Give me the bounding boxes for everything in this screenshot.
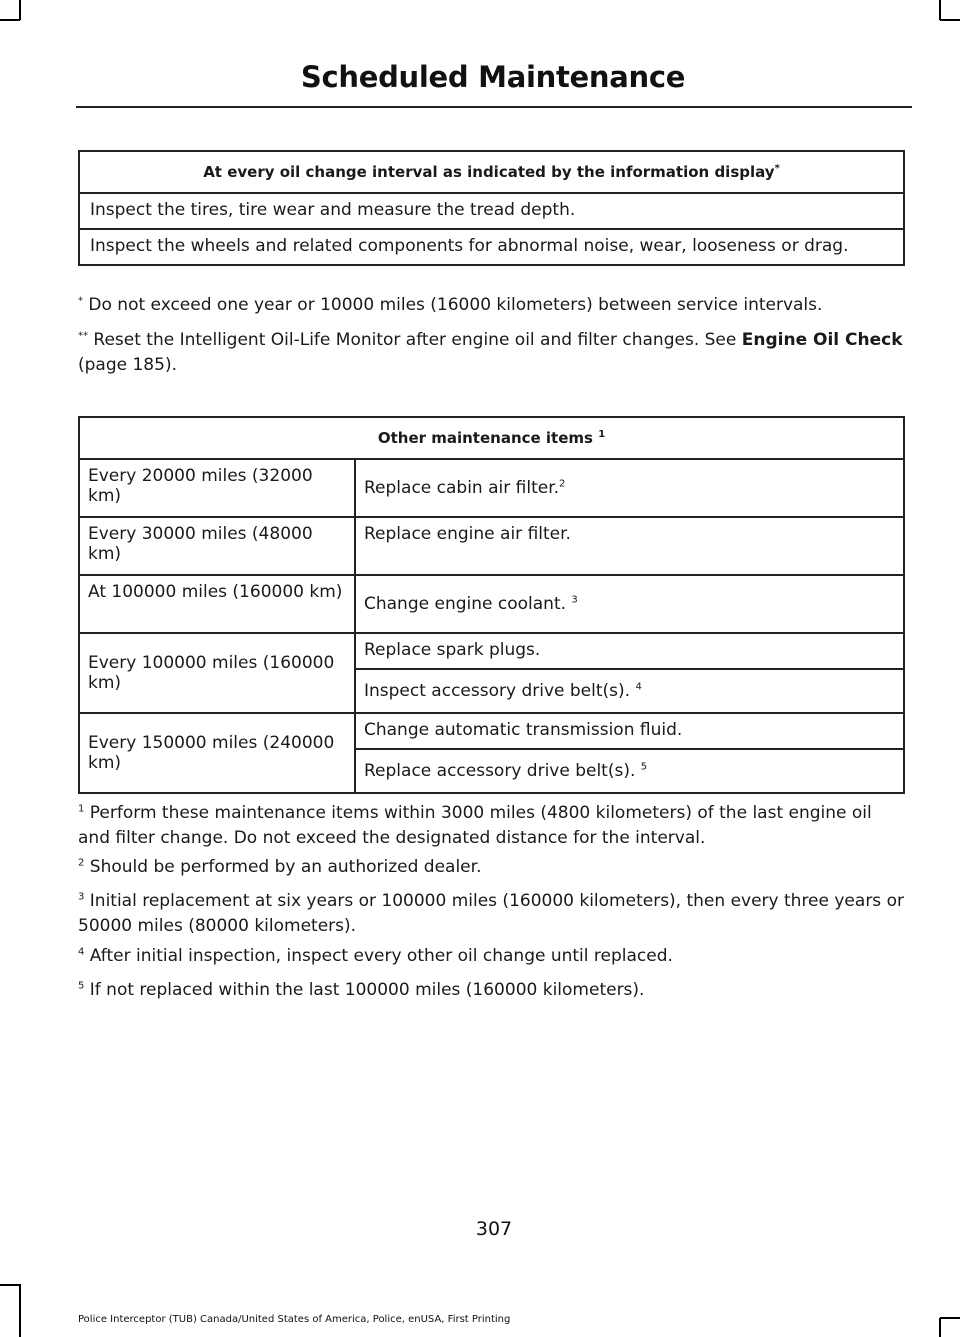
footnote-mark: 3 (571, 594, 578, 606)
item-cell (355, 633, 904, 669)
footnote-1 (78, 801, 908, 851)
table-header-row (79, 417, 904, 459)
table-row (79, 193, 904, 229)
crop-mark-top-right-h (940, 19, 960, 21)
crop-mark-top-right-v (939, 0, 941, 20)
item-cell (355, 713, 904, 749)
item-text: Change automatic transmission fluid. (364, 720, 683, 740)
footnote-mark: * (774, 163, 780, 174)
footnote-mark: 5 (78, 980, 85, 992)
table-header-text: Other maintenance items (377, 429, 599, 447)
item-text: Replace engine air filter. (364, 524, 571, 544)
footnote-star (78, 293, 908, 318)
item-text: Replace cabin air filter. (364, 478, 560, 498)
crop-mark-top-left-v (19, 0, 21, 20)
footnote-mark: 2 (78, 857, 85, 869)
item-cell (355, 575, 904, 633)
item-text: Change engine coolant. (364, 594, 572, 614)
crop-mark-top-left-h (0, 19, 20, 21)
item-cell (355, 669, 904, 713)
table-cell: Inspect the tires, tire wear and measure the tread depth. (79, 193, 904, 229)
header-rule (76, 106, 912, 108)
table-header (79, 151, 904, 193)
interval-cell: Every 20000 miles (32000 km) (79, 459, 355, 517)
footnote-mark: ** (78, 330, 88, 342)
crop-mark-bottom-left-v (19, 1284, 21, 1337)
footnote-text: Should be performed by an authorized dealer. (84, 857, 482, 877)
interval-cell: Every 150000 miles (240000 km) (79, 713, 355, 793)
footnote-mark: * (78, 295, 83, 307)
footnote-mark: 4 (78, 946, 85, 958)
other-maintenance-table (78, 416, 905, 794)
footnote-text: If not replaced within the last 100000 miles (160000 kilometers). (84, 980, 645, 1000)
table-cell: Inspect the wheels and related components for abnormal noise, wear, looseness or drag. (79, 229, 904, 265)
item-cell (355, 749, 904, 793)
footnote-mark: 4 (635, 681, 642, 693)
table-row (79, 459, 904, 517)
crop-mark-bottom-right-h (940, 1317, 960, 1319)
item-text: Inspect accessory drive belt(s). (364, 681, 636, 701)
table-header (79, 417, 904, 459)
footnote-3 (78, 889, 908, 939)
crop-mark-bottom-right-v (939, 1318, 941, 1337)
footnote-text: (page 185). (78, 355, 177, 375)
interval-cell: At 100000 miles (160000 km) (79, 575, 355, 633)
interval-cell: Every 100000 miles (160000 km) (79, 633, 355, 713)
footnote-mark: 2 (559, 478, 566, 490)
footnote-4 (78, 944, 908, 969)
footnote-mark: 5 (640, 761, 648, 773)
cross-reference-link[interactable]: Engine Oil Check (741, 330, 903, 350)
footer-text: Police Interceptor (TUB) Canada/United States of America, Police, enUSA, First Printing (78, 1314, 511, 1325)
item-text: Replace spark plugs. (364, 640, 541, 660)
footnote-text: After initial inspection, inspect every other oil change until replaced. (84, 946, 673, 966)
footnote-mark: 3 (78, 891, 85, 903)
table-row (79, 517, 904, 575)
crop-mark-bottom-left-h (0, 1284, 20, 1286)
footnote-text: Perform these maintenance items within 3000 miles (4800 kilometers) of the last engine oil and filter change. Do not exceed the designated distance for the interval. (78, 803, 872, 848)
page-number: 307 (475, 1218, 513, 1240)
table-row (79, 229, 904, 265)
footnote-text: Initial replacement at six years or 100000 miles (160000 kilometers), then every three years or 50000 miles (80000 kilometers). (78, 891, 904, 936)
footnote-text: Reset the Intelligent Oil-Life Monitor after engine oil and filter changes. See (88, 330, 742, 350)
page-title: Scheduled Maintenance (300, 60, 686, 94)
footnote-mark: 1 (78, 803, 85, 815)
footnote-2 (78, 855, 908, 880)
footnote-double-star (78, 328, 908, 378)
interval-cell: Every 30000 miles (48000 km) (79, 517, 355, 575)
footnote-mark: 1 (598, 429, 606, 440)
item-text: Replace accessory drive belt(s). (364, 761, 641, 781)
item-cell (355, 459, 904, 517)
footnote-text: Do not exceed one year or 10000 miles (16000 kilometers) between service intervals. (83, 295, 823, 315)
table-header-text: At every oil change interval as indicated by the information display (203, 163, 775, 181)
oil-change-interval-table (78, 150, 905, 266)
footnote-5 (78, 978, 908, 1003)
item-cell (355, 517, 904, 575)
table-row (79, 713, 904, 749)
table-row (79, 575, 904, 633)
table-header-row (79, 151, 904, 193)
table-row (79, 633, 904, 669)
